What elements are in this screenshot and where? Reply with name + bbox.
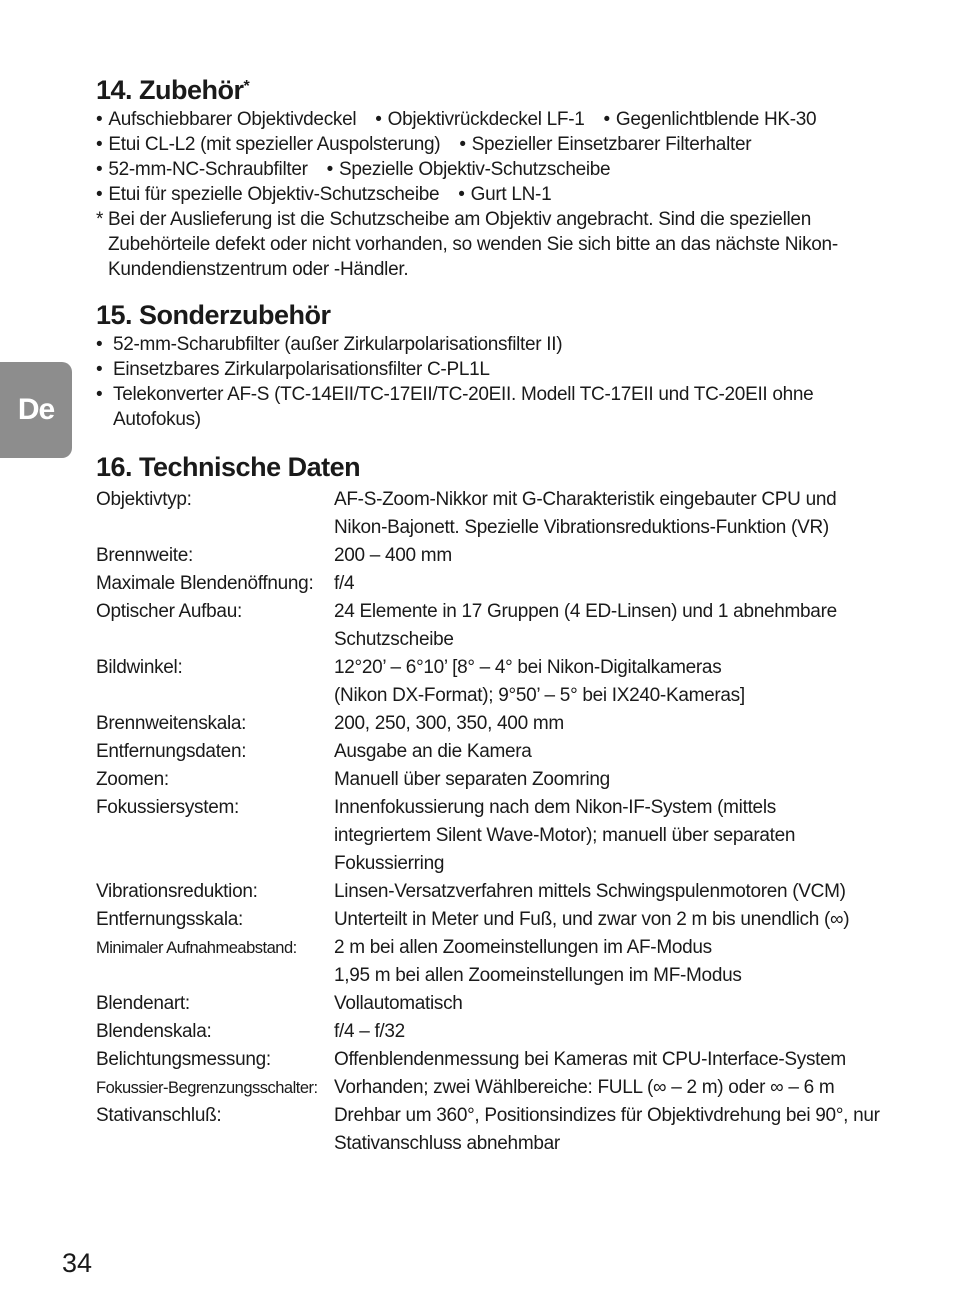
spec-value [334,486,886,542]
spec-label: Minimaler Aufnahmeabstand: [96,939,297,957]
spec-value-line: 200 – 400 mm [334,545,452,566]
accessories-list [96,107,886,282]
spec-value-line: AF-S-Zoom-Nikkor mit G-Charakteristik eingebauter CPU und [334,489,837,510]
optional-accessories-list [96,332,886,432]
spec-row [96,794,886,878]
spec-row [96,990,886,1018]
spec-value-line: 12°20’ – 6°10’ [8° – 4° bei Nikon-Digitalkameras [334,657,722,678]
spec-row [96,1074,886,1102]
page-content [96,70,886,1158]
spec-label: Optischer Aufbau: [96,601,242,622]
list-item: • Gegenlichtblende HK-30 [603,109,817,130]
spec-value-line: Ausgabe an die Kamera [334,741,532,762]
spec-value-line: Schutzscheibe [334,629,454,650]
spec-row [96,906,886,934]
spec-row [96,570,886,598]
spec-label: Entfernungsdaten: [96,741,247,762]
spec-row [96,654,886,710]
spec-label: Zoomen: [96,769,169,790]
spec-row [96,486,886,542]
spec-value [334,878,886,906]
spec-value [334,570,886,598]
spec-label: Blendenskala: [96,1021,212,1042]
list-item: • Etui für spezielle Objektiv-Schutzscheibe [96,184,440,205]
spec-value [334,934,886,990]
section-16-title: 16. Technische Daten [96,452,361,482]
spec-value [334,990,886,1018]
spec-label: Objektivtyp: [96,489,192,510]
spec-value-line: (Nikon DX-Format); 9°50’ – 5° bei IX240-Kameras] [334,685,745,706]
language-tab: De [0,362,72,458]
spec-row [96,1102,886,1158]
spec-value-line: 1,95 m bei allen Zoomeinstellungen im MF-Modus [334,965,742,986]
spec-label: Blendenart: [96,993,190,1014]
spec-value-line: integriertem Silent Wave-Motor); manuell über separaten [334,825,796,846]
spec-value-line: Vollautomatisch [334,993,463,1014]
spec-value [334,738,886,766]
spec-value-line: Fokussierring [334,853,445,874]
spec-value [334,542,886,570]
list-item: • Aufschiebbarer Objektivdeckel [96,109,357,130]
spec-label: Fokussier-Begrenzungsschalter: [96,1079,318,1097]
spec-value-line: 200, 250, 300, 350, 400 mm [334,713,564,734]
spec-row [96,878,886,906]
section-15-title: 15. Sonderzubehör [96,300,331,330]
spec-table [96,486,886,1158]
spec-label: Vibrationsreduktion: [96,881,258,902]
spec-label: Belichtungsmessung: [96,1049,271,1070]
list-item: • 52-mm-Scharubfilter (außer Zirkularpolarisationsfilter II) [96,334,563,355]
spec-value-line: Linsen-Versatzverfahren mittels Schwingspulenmotoren (VCM) [334,881,846,902]
page-number: 34 [62,1248,93,1278]
spec-value [334,766,886,794]
accessory-line [96,157,886,182]
accessory-line [96,182,886,207]
list-item: • Einsetzbares Zirkularpolarisationsfilter C-PL1L [96,359,490,380]
spec-value-line: Nikon-Bajonett. Spezielle Vibrationsreduktions-Funktion (VR) [334,517,829,538]
footnote: * Bei der Auslieferung ist die Schutzscheibe am Objektiv angebracht. Sind die speziellen Zubehörteile defekt oder nicht vorhanden, so wenden Sie sich bitte an das nächste Nikon-Kundendienstzentrum oder -Händler. [96,209,838,280]
spec-value [334,654,886,710]
spec-value-line: Manuell über separaten Zoomring [334,769,610,790]
spec-label: Bildwinkel: [96,657,183,678]
spec-value [334,1046,886,1074]
list-item: • Gurt LN-1 [458,184,552,205]
section-14-title: 14. Zubehör* [96,75,250,105]
spec-value [334,1074,886,1102]
spec-value-line: Vorhanden; zwei Wählbereiche: FULL (∞ – 2 m) oder ∞ – 6 m [334,1077,835,1098]
spec-value [334,1102,886,1158]
spec-row [96,710,886,738]
spec-value [334,598,886,654]
spec-value [334,710,886,738]
list-item: • Etui CL-L2 (mit spezieller Auspolsterung) [96,134,441,155]
spec-label: Stativanschluß: [96,1105,222,1126]
spec-label: Fokussiersystem: [96,797,240,818]
spec-row [96,542,886,570]
list-item: • Spezieller Einsetzbarer Filterhalter [459,134,752,155]
accessory-line [96,107,886,132]
spec-value [334,1018,886,1046]
spec-value [334,906,886,934]
spec-value [334,794,886,878]
list-item: • 52-mm-NC-Schraubfilter [96,159,308,180]
spec-value-line: Stativanschluss abnehmbar [334,1133,560,1154]
spec-row [96,1046,886,1074]
list-item: • Telekonverter AF-S (TC-14EII/TC-17EII/TC-20EII. Modell TC-17EII und TC-20EII ohne Autofokus) [96,384,814,430]
spec-row [96,738,886,766]
spec-row [96,1018,886,1046]
spec-label: Brennweite: [96,545,194,566]
spec-label: Brennweitenskala: [96,713,247,734]
spec-value-line: Innenfokussierung nach dem Nikon-IF-System (mittels [334,797,776,818]
spec-row [96,934,886,990]
spec-value-line: Unterteilt in Meter und Fuß, und zwar von 2 m bis unendlich (∞) [334,909,850,930]
spec-value-line: Offenblendenmessung bei Kameras mit CPU-Interface-System [334,1049,846,1070]
spec-value-line: 2 m bei allen Zoomeinstellungen im AF-Modus [334,937,712,958]
spec-value-line: 24 Elemente in 17 Gruppen (4 ED-Linsen) und 1 abnehmbare [334,601,837,622]
spec-value-line: f/4 – f/32 [334,1021,405,1042]
spec-value-line: f/4 [334,573,355,594]
list-item: • Spezielle Objektiv-Schutzscheibe [326,159,611,180]
list-item: • Objektivrückdeckel LF-1 [375,109,585,130]
spec-value-line: Drehbar um 360°, Positionsindizes für Objektivdrehung bei 90°, nur [334,1105,880,1126]
spec-row [96,766,886,794]
spec-row [96,598,886,654]
spec-label: Maximale Blendenöffnung: [96,573,314,594]
accessory-line [96,132,886,157]
spec-label: Entfernungsskala: [96,909,243,930]
